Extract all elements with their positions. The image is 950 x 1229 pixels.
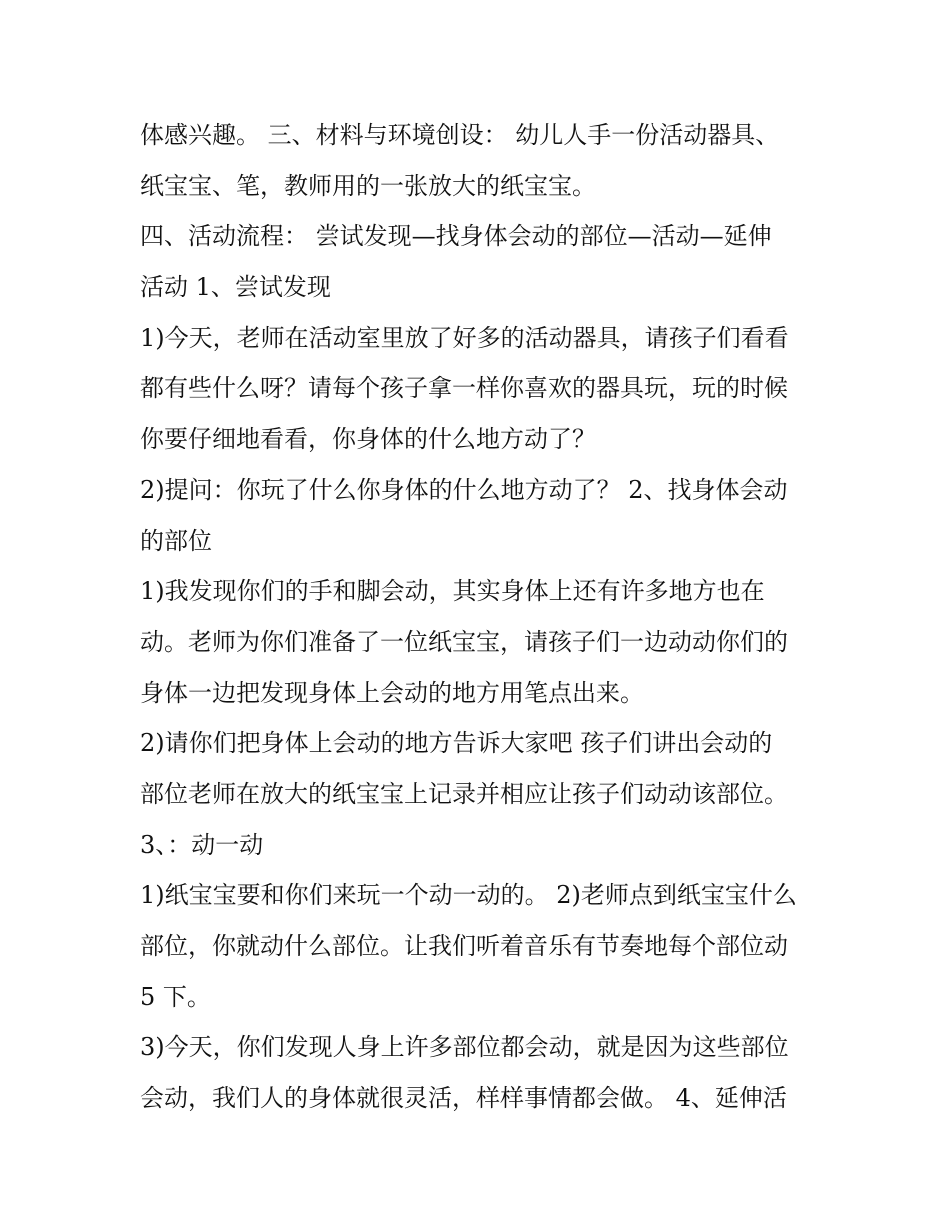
text-line: 纸宝宝、笔，教师用的一张放大的纸宝宝。 bbox=[140, 171, 596, 200]
text-line: 的部位 bbox=[140, 526, 212, 555]
text-line: 都有些什么呀？请每个孩子拿一样你喜欢的器具玩，玩的时候 bbox=[140, 374, 788, 403]
text-line: 2)请你们把身体上会动的地方告诉大家吧 孩子们讲出会动的 bbox=[140, 729, 773, 758]
text-line: 3)今天，你们发现人身上许多部位都会动，就是因为这些部位 bbox=[140, 1033, 789, 1062]
text-line: 体感兴趣。 三、材料与环境创设： 幼儿人手一份活动器具、 bbox=[140, 121, 780, 149]
text-line: 身体一边把发现身体上会动的地方用笔点出来。 bbox=[140, 678, 644, 707]
text-line: 3、：动一动 bbox=[140, 830, 264, 859]
text-line: 活动 1、尝试发现 bbox=[140, 273, 331, 302]
text-line: 5 下。 bbox=[140, 982, 211, 1011]
document-body bbox=[140, 110, 820, 1124]
text-line: 部位老师在放大的纸宝宝上记录并相应让孩子们动动该部位。 bbox=[140, 779, 788, 808]
text-line: 部位，你就动什么部位。让我们听着音乐有节奏地每个部位动 bbox=[140, 932, 788, 960]
text-line: 2)提问：你玩了什么你身体的什么地方动了？ 2、找身体会动 bbox=[140, 475, 788, 504]
text-line: 四、活动流程： 尝试发现—找身体会动的部位—活动—延伸 bbox=[140, 222, 772, 251]
text-line: 你要仔细地看看，你身体的什么地方动了？ bbox=[140, 425, 596, 454]
text-line: 1)今天，老师在活动室里放了好多的活动器具，请孩子们看看 bbox=[140, 323, 789, 352]
text-line: 1)我发现你们的手和脚会动，其实身体上还有许多地方也在 bbox=[140, 577, 765, 606]
text-line: 动。老师为你们准备了一位纸宝宝，请孩子们一边动动你们的 bbox=[140, 627, 788, 656]
text-line: 1)纸宝宝要和你们来玩一个动一动的。 2)老师点到纸宝宝什么 bbox=[140, 881, 797, 910]
text-line: 会动，我们人的身体就很灵活，样样事情都会做。 4、延伸活 bbox=[140, 1084, 787, 1113]
